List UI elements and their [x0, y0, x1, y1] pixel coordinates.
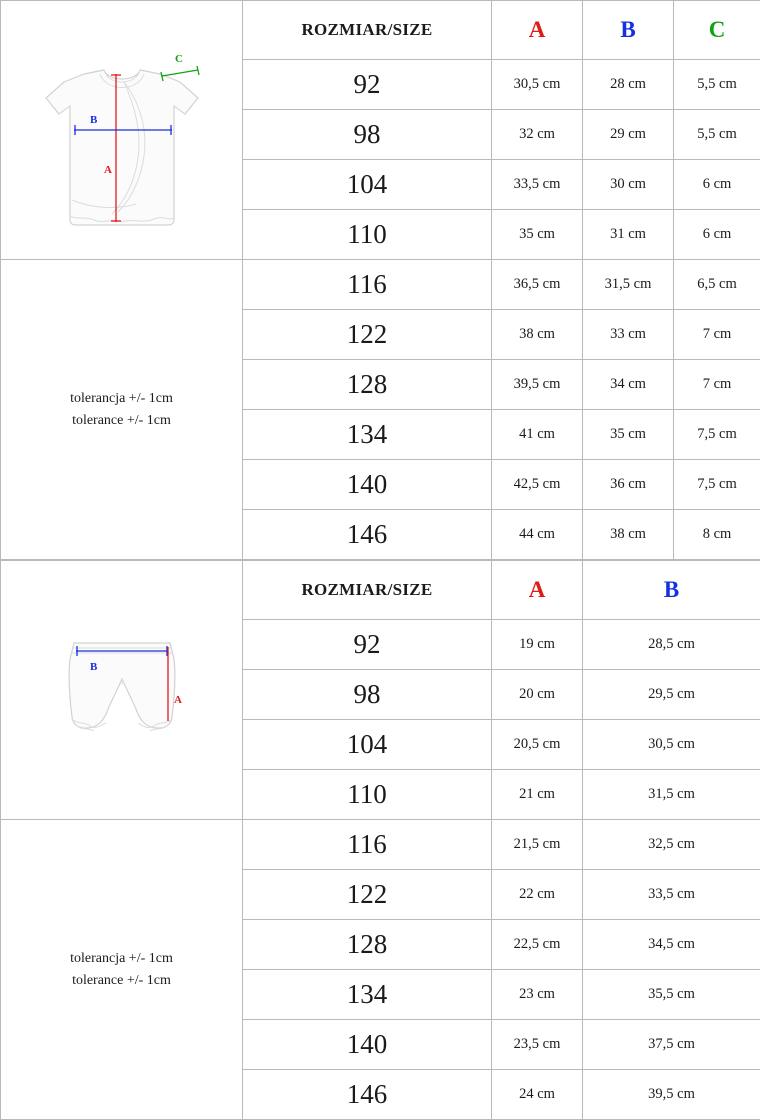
header-column-a: A: [492, 561, 583, 620]
size-value: 134: [243, 970, 492, 1020]
size-value: 140: [243, 460, 492, 510]
measure-a: 20,5 cm: [492, 720, 583, 770]
size-value: 122: [243, 870, 492, 920]
measure-b: 29 cm: [583, 110, 674, 160]
header-column-b: B: [583, 561, 760, 620]
size-value: 122: [243, 310, 492, 360]
size-value: 134: [243, 410, 492, 460]
measure-a: 22 cm: [492, 870, 583, 920]
size-value: 128: [243, 360, 492, 410]
measure-a: 19 cm: [492, 620, 583, 670]
size-value: 98: [243, 110, 492, 160]
measure-a: 23,5 cm: [492, 1020, 583, 1070]
header-size-label: ROZMIAR/SIZE: [243, 561, 492, 620]
header-column-b: B: [583, 1, 674, 60]
size-value: 110: [243, 770, 492, 820]
tolerance-line-en: tolerance +/- 1cm: [1, 970, 242, 992]
measure-a: 44 cm: [492, 510, 583, 560]
measure-c: 6,5 cm: [674, 260, 760, 310]
size-value: 146: [243, 1070, 492, 1120]
measure-b: 33 cm: [583, 310, 674, 360]
figure-label-c: C: [175, 53, 183, 65]
measure-b: 30 cm: [583, 160, 674, 210]
measure-b: 39,5 cm: [583, 1070, 760, 1120]
size-value: 146: [243, 510, 492, 560]
measure-a: 23 cm: [492, 970, 583, 1020]
tolerance-note: [1, 820, 243, 1120]
measure-b: 37,5 cm: [583, 1020, 760, 1070]
size-value: 92: [243, 60, 492, 110]
measure-b: 33,5 cm: [583, 870, 760, 920]
size-value: 116: [243, 260, 492, 310]
table-row: [1, 820, 760, 870]
measure-a: 22,5 cm: [492, 920, 583, 970]
measure-a: 33,5 cm: [492, 160, 583, 210]
shorts-diagram: [22, 625, 222, 755]
measure-c: 7 cm: [674, 360, 760, 410]
measure-a: 24 cm: [492, 1070, 583, 1120]
tshirt-figure-cell: [1, 1, 243, 260]
size-value: 98: [243, 670, 492, 720]
measure-b: 36 cm: [583, 460, 674, 510]
header-column-c: C: [674, 1, 760, 60]
tolerance-line-pl: tolerancja +/- 1cm: [1, 948, 242, 970]
figure-label-a: A: [104, 164, 112, 176]
measure-b: 31 cm: [583, 210, 674, 260]
size-value: 128: [243, 920, 492, 970]
tshirt-diagram: [12, 30, 232, 230]
measure-b: 28 cm: [583, 60, 674, 110]
measure-a: 32 cm: [492, 110, 583, 160]
table-row: [1, 260, 760, 310]
shorts-figure-cell: [1, 561, 243, 820]
size-value: 116: [243, 820, 492, 870]
size-value: 140: [243, 1020, 492, 1070]
measure-a: 35 cm: [492, 210, 583, 260]
measure-a: 38 cm: [492, 310, 583, 360]
measure-c: 6 cm: [674, 160, 760, 210]
measure-c: 7 cm: [674, 310, 760, 360]
measure-b: 30,5 cm: [583, 720, 760, 770]
size-value: 104: [243, 160, 492, 210]
measure-a: 20 cm: [492, 670, 583, 720]
measure-c: 5,5 cm: [674, 110, 760, 160]
measure-c: 5,5 cm: [674, 60, 760, 110]
measure-b: 35,5 cm: [583, 970, 760, 1020]
table-row: [1, 1, 760, 60]
measure-b: 38 cm: [583, 510, 674, 560]
header-size-label: ROZMIAR/SIZE: [243, 1, 492, 60]
figure-label-b: B: [90, 114, 98, 126]
figure-label-a: A: [174, 694, 182, 706]
tolerance-line-en: tolerance +/- 1cm: [1, 410, 242, 432]
measure-b: 31,5 cm: [583, 260, 674, 310]
measure-a: 21,5 cm: [492, 820, 583, 870]
header-column-a: A: [492, 1, 583, 60]
measure-a: 42,5 cm: [492, 460, 583, 510]
measure-c: 8 cm: [674, 510, 760, 560]
shorts-figure: [1, 625, 242, 755]
measure-c: 6 cm: [674, 210, 760, 260]
tshirt-figure: [1, 30, 242, 230]
size-value: 104: [243, 720, 492, 770]
measure-b: 35 cm: [583, 410, 674, 460]
tolerance-note: [1, 260, 243, 560]
table-row: [1, 561, 760, 620]
tolerance-line-pl: tolerancja +/- 1cm: [1, 388, 242, 410]
measure-c: 7,5 cm: [674, 410, 760, 460]
figure-label-b: B: [90, 661, 98, 673]
measure-b: 31,5 cm: [583, 770, 760, 820]
measure-a: 39,5 cm: [492, 360, 583, 410]
measure-b: 32,5 cm: [583, 820, 760, 870]
measure-b: 28,5 cm: [583, 620, 760, 670]
measure-a: 36,5 cm: [492, 260, 583, 310]
measure-b: 34 cm: [583, 360, 674, 410]
size-value: 92: [243, 620, 492, 670]
size-value: 110: [243, 210, 492, 260]
measure-c: 7,5 cm: [674, 460, 760, 510]
measure-a: 21 cm: [492, 770, 583, 820]
measure-b: 34,5 cm: [583, 920, 760, 970]
measure-b: 29,5 cm: [583, 670, 760, 720]
shorts-size-table: [0, 560, 760, 1120]
measure-a: 41 cm: [492, 410, 583, 460]
measure-a: 30,5 cm: [492, 60, 583, 110]
